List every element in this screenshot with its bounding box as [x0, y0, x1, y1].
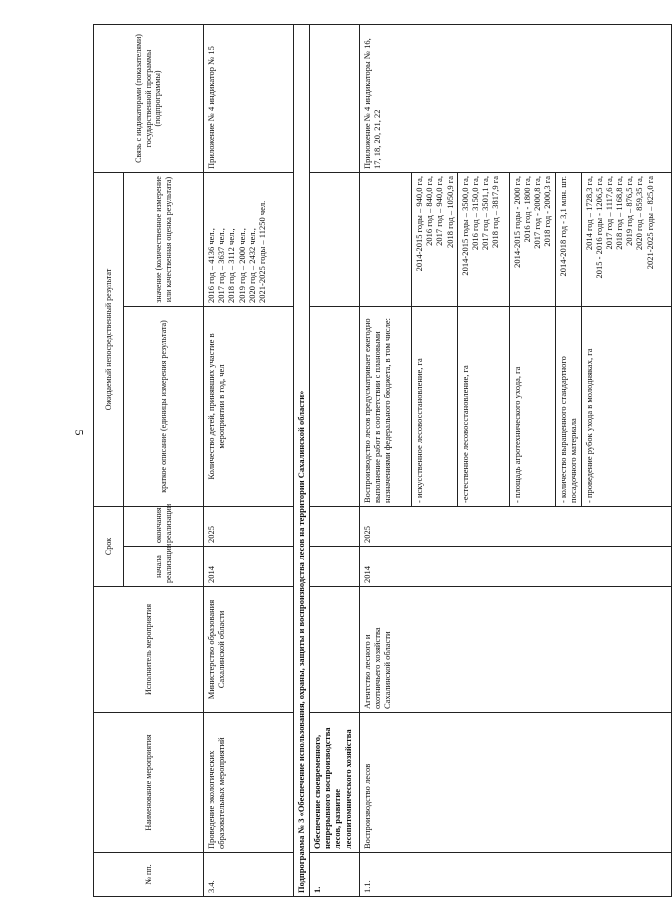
value-line: 2014-2015 годы – 940,0 га, [414, 175, 424, 272]
value-line: 2015 - 2016 годы - 1206,5 га, [593, 175, 604, 279]
sub-short: - проведение рубок ухода в молодняках, га [581, 306, 671, 506]
value-line: 2021-2025 годы – 11250 чел. [256, 200, 267, 303]
value-line: 2016 год – 840,0 га, [424, 175, 435, 246]
measures-table [93, 24, 672, 897]
sub-short: -естественное лесовосстановление, га [457, 306, 509, 506]
value-line: 2020 год – 2432 чел., [246, 228, 257, 303]
value-line: 2019 год – 876,5 га, [624, 175, 635, 246]
header-num: № пп. [94, 853, 204, 897]
header-term: Срок [94, 506, 124, 586]
value-line: 2014-2018 год - 3,1 млн. шт. [557, 175, 568, 277]
row-start: 2014 [204, 547, 294, 587]
value-line: 2020 год – 859,35 га, [634, 175, 645, 251]
row-values [204, 172, 294, 306]
sub-values [509, 172, 555, 306]
value-line: 2018 год – 3817,9 га [490, 175, 501, 248]
row-num: 3.4. [204, 853, 294, 897]
row-end: 2025 [204, 506, 294, 546]
sub-values [555, 172, 581, 306]
header-name: Наименование мероприятия [94, 713, 204, 853]
value-line: 2017 год – 1117,6 га, [603, 175, 614, 250]
row-link: Приложение № 4 индикаторы № 16, 17, 18, 20, 21, 22 [360, 24, 672, 172]
value-line: 2018 год – 1050,9 га [444, 175, 455, 248]
header-value: значение (количественное измерение или качественная оценка результата) [124, 172, 204, 306]
value-line: 2018 год – 3112 чел., [226, 228, 237, 303]
row-short: Количество детей, принявших участие в мероприятии в год, чел [204, 306, 294, 506]
row-name: Воспроизводство лесов [360, 713, 672, 853]
sub-short: - площадь агротехнического ухода, га [509, 306, 555, 506]
row-executor: Министерство образования Сахалинской области [204, 587, 294, 713]
value-line: 2019 год – 2000 чел., [236, 228, 247, 303]
row-link: Приложение № 4 индикатор № 15 [204, 24, 294, 172]
value-line: 2014 год – 1728,3 га, [583, 175, 594, 251]
value-line: 2021-2025 годы – 825,0 га [644, 175, 655, 270]
subprogram-row [294, 24, 310, 896]
page-number: 5 [72, 429, 87, 436]
header-end: окончания реализации [124, 506, 204, 546]
sub-values [581, 172, 671, 306]
table-row [204, 24, 294, 896]
value-line: 2016 год – 4136 чел., [206, 228, 216, 303]
table-row [310, 24, 360, 896]
value-line: 2017 год – 940,0 га, [434, 175, 445, 246]
value-line: 2014-2015 годы - 2000 га, [511, 175, 522, 268]
subprogram-title: Подпрограмма № 3 «Обеспечение использования, охраны, защиты и воспроизводства лесов на территории Сахалинской области» [294, 24, 310, 896]
header-link: Связь с индикаторами (показателями) государственной программы (подпрограммы) [94, 24, 204, 172]
value-line: 2017 год – 3501,1 га, [480, 175, 491, 251]
value-line: 2016 год - 1800 га, [521, 175, 532, 243]
header-result: Ожидаемый непосредственный результат [94, 172, 124, 506]
table-row [360, 24, 412, 896]
sub-values [412, 172, 458, 306]
row-start: 2014 [360, 547, 672, 587]
rotated-document [93, 25, 655, 897]
row-name: Проведение экологических образовательных мероприятий [204, 713, 294, 853]
value-line: 2018 год – 1168,8 га, [614, 175, 625, 250]
header-short: краткое описание (единицы измерения результата) [124, 306, 204, 506]
value-line: 2014-2015 годы – 3500,0 га, [459, 175, 470, 276]
header-executor: Исполнитель мероприятия [94, 587, 204, 713]
value-line: 2016 год – 3150,0 га, [469, 175, 480, 251]
row-end: 2025 [360, 506, 672, 546]
row-num: 1.1. [360, 853, 672, 897]
row-intro: Воспроизводство лесов предусматривает ежегодно выполнение работ в соответствии с плановыми назначениями федерального бюджета, в том числе: [360, 306, 412, 506]
row-num: 1. [310, 853, 360, 897]
value-line: 2018 год - 2000,3 га [542, 175, 553, 247]
sub-short: - искусственное лесовосстановление, га [412, 306, 458, 506]
row-executor: Агентство лесного и охотничьего хозяйства Сахалинской области [360, 587, 672, 713]
header-start: начала реализации [124, 547, 204, 587]
value-line: 2017 год - 2000,8 га, [532, 175, 543, 249]
value-line: 2017 год – 3637 чел., [216, 228, 227, 303]
sub-values [457, 172, 509, 306]
sub-short: - количество выращенного стандартного посадочного материала [555, 306, 581, 506]
row-name: Обеспечение своевременного, непрерывного воспроизводства лесов, развитие лесопитомнического хозяйства [310, 713, 360, 853]
